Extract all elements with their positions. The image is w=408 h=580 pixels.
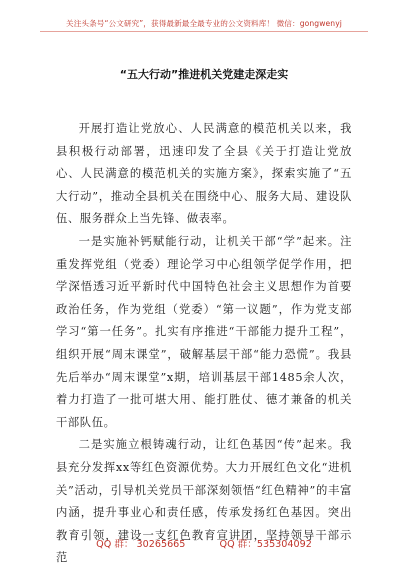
header-banner: 关注头条号“公文研究”，获得最新最全最专业的公文资料库！ 微信：gongwenyj	[66, 19, 342, 28]
paragraph-section-1: 一是实施补钙赋能行动，让机关干部“学”起来。注重发挥党组（党委）理论学习中心组领学促学作用，把学深悟透习近平新时代中国特色社会主义思想作为首要政治任务，作为党组（党委）“第一议题”，作为党支部学习“第一任务”。扎实有序推进“干部能力提升工程”，组织开展“周末课堂”，破解基层干部“能力恐慌”。我县先后举办“周末课堂”x期，培训基层干部1485余人次，着力打造了一批可堪大用、能打胜仗、德才兼备的机关干部队伍。	[56, 234, 352, 429]
document-body	[56, 118, 352, 570]
paragraph-section-2: 二是实施立根铸魂行动，让红色基因“传”起来。我县充分发挥xx等红色资源优势。大力开展红色文化“进机关”活动，引导机关党员干部深刻领悟“红色精神”的丰富内涵，提升事业心和责任感，传承发扬红色基因。突出教育引领，建设一支红色教育宣讲团，坚持领导干部示范	[56, 438, 352, 565]
footer-contact	[0, 536, 408, 550]
footer-qq-group-1: QQ 群： 30265665	[96, 539, 186, 550]
paragraph-intro: 开展打造让党放心、人民满意的模范机关以来，我县积极行动部署，迅速印发了全县《关于打造让党放心、人民满意的模范机关的实施方案》，探索实施了“五大行动”，推动全县机关在围绕中心、服务大局、建设队伍、服务群众上当先锋、做表率。	[56, 122, 352, 226]
header-divider	[40, 31, 368, 32]
footer-qq-group-2: QQ 群：535304092	[219, 539, 312, 550]
document-title: “五大行动”推进机关党建走深走实	[119, 68, 289, 81]
